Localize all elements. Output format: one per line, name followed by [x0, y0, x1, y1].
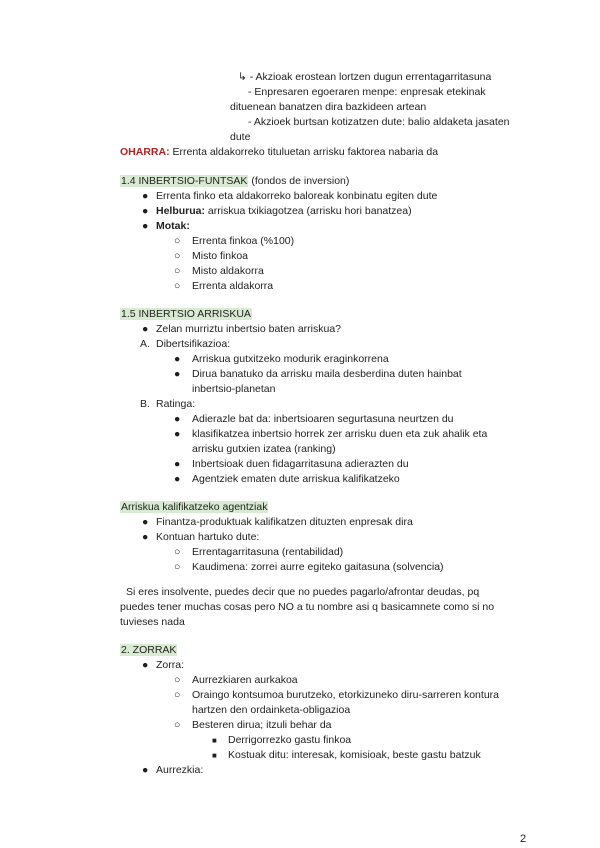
s14-bullet-3: Motak: — [156, 220, 190, 232]
note-text: Errenta aldakorreko tituluetan arrisku faktorea nabaria da — [169, 146, 439, 158]
s2-sub-2-line-2: hartzen den ordainketa-obligazioa — [192, 704, 351, 716]
circle-bullet-icon: ○ — [174, 674, 181, 686]
s14-bullet-2-label: Helburua: — [156, 205, 206, 217]
s15-b-item-2-line-2: arrisku gutxien izatea (ranking) — [192, 443, 336, 455]
bullet-dot-icon: ● — [142, 659, 149, 671]
s15-b-item-2-line-1: klasifikatzea inbertsio horrek zer arrisku duen eta zuk ahalik eta — [192, 428, 488, 440]
akzio-line-5: dute — [230, 131, 251, 143]
square-bullet-icon: ■ — [212, 736, 217, 745]
circle-bullet-icon: ○ — [174, 250, 181, 262]
bullet-dot-icon: ● — [142, 516, 149, 528]
akzio-line-2: - Enpresaren egoeraren menpe: enpresak etekinak — [248, 86, 486, 98]
circle-bullet-icon: ○ — [174, 546, 181, 558]
section-1-4-heading — [120, 174, 349, 189]
s14-bullet-1: Errenta finko eta aldakorreko baloreak konbinatu egiten dute — [156, 190, 438, 202]
s15-b-item-4: Agentziek ematen dute arriskua kalifikatzeko — [192, 473, 400, 485]
circle-bullet-icon: ○ — [174, 265, 181, 277]
para-line-2: puedes tener muchas cosas pero NO a tu nombre asi q basicamnete como si no — [120, 601, 495, 613]
bullet-dot-icon: ● — [174, 458, 181, 470]
bullet-dot-icon: ● — [142, 531, 149, 543]
s15-a-item-2-line-1: Dirua banatuko da arrisku maila desberdina duten hainbat — [192, 368, 462, 380]
s15-b-item-3: Inbertsioak duen fidagarritasuna adierazten du — [192, 458, 409, 470]
note-line — [120, 145, 438, 160]
type-item: Misto aldakorra — [192, 265, 264, 277]
bullet-dot-icon: ● — [142, 764, 149, 776]
bullet-dot-icon: ● — [174, 428, 181, 440]
s15-b-marker: B. — [140, 398, 150, 410]
para-line-3: tuvieses nada — [120, 616, 185, 628]
s2-sub-3: Besteren dirua; itzuli behar da — [192, 719, 332, 731]
agencies-sub-1: Errentagarritasuna (rentabilidad) — [192, 546, 344, 558]
s14-bullet-2 — [156, 204, 412, 219]
s2-sub-2-line-1: Oraingo kontsumoa burutzeko, etorkizuneko diru-sarreren kontura — [192, 689, 499, 701]
s15-b-label: Ratinga: — [156, 398, 196, 410]
circle-bullet-icon: ○ — [174, 235, 181, 247]
s15-question: Zelan murriztu inbertsio baten arriskua? — [156, 323, 342, 335]
s2-subsub-2: Kostuak ditu: interesak, komisioak, beste gastu batzuk — [228, 749, 481, 761]
bullet-dot-icon: ● — [174, 413, 181, 425]
agencies-heading — [120, 500, 268, 515]
s2-subsub-1: Derrigorrezko gastu finkoa — [228, 734, 352, 746]
akzio-line-1: ↳ - Akzioak erostean lortzen dugun errentagarritasuna — [238, 71, 492, 83]
s15-a-label: Dibertsifikazioa: — [156, 338, 231, 350]
bullet-dot-icon: ● — [174, 473, 181, 485]
section-1-4-title: 1.4 INBERTSIO-FUNTSAK — [121, 175, 248, 187]
s15-a-item-1: Arriskua gutxitzeko modurik eraginkorrena — [192, 353, 389, 365]
agencies-bullet-1: Finantza-produktuak kalifikatzen dituzten enpresak dira — [156, 516, 413, 528]
s14-bullet-2-text: arriskua txikiagotzea (arrisku hori banatzea) — [205, 205, 412, 217]
type-item: Errenta aldakorra — [192, 280, 274, 292]
bullet-dot-icon: ● — [142, 205, 149, 217]
type-item: Misto finkoa — [192, 250, 249, 262]
section-2-heading — [120, 643, 177, 658]
circle-bullet-icon: ○ — [174, 561, 181, 573]
agencies-sub-2: Kaudimena: zorrei aurre egiteko gaitasuna (solvencia) — [192, 561, 444, 573]
agencies-bullet-2: Kontuan hartuko dute: — [156, 531, 260, 543]
square-bullet-icon: ■ — [212, 751, 217, 760]
para-line-1: Si eres insolvente, puedes decir que no puedes pagarlo/afrontar deudas, pq — [126, 586, 480, 598]
bullet-dot-icon: ● — [174, 368, 181, 380]
s15-a-marker: A. — [140, 338, 150, 350]
section-1-5-title: 1.5 INBERTSIO ARRISKUA — [121, 308, 251, 320]
bullet-dot-icon: ● — [142, 220, 149, 232]
section-1-4-suffix: (fondos de inversion) — [248, 175, 350, 187]
agencies-title: Arriskua kalifikatzeko agentziak — [121, 501, 268, 513]
section-1-5-heading — [120, 307, 252, 322]
section-2-title: 2. ZORRAK — [121, 644, 177, 656]
type-item: Errenta finkoa (%100) — [192, 235, 295, 247]
bullet-dot-icon: ● — [142, 323, 149, 335]
s2-bullet-1: Zorra: — [156, 659, 185, 671]
circle-bullet-icon: ○ — [174, 689, 181, 701]
s2-bullet-2: Aurrezkia: — [156, 764, 204, 776]
bullet-dot-icon: ● — [174, 353, 181, 365]
page-number: 2 — [520, 833, 527, 845]
s2-sub-1: Aurrezkiaren aurkakoa — [192, 674, 298, 686]
circle-bullet-icon: ○ — [174, 719, 181, 731]
akzio-line-4: - Akzioek burtsan kotizatzen dute: balio aldaketa jasaten — [248, 116, 510, 128]
s15-b-item-1: Adierazle bat da: inbertsioaren segurtasuna neurtzen du — [192, 413, 454, 425]
circle-bullet-icon: ○ — [174, 280, 181, 292]
note-label: OHARRA: — [120, 146, 170, 158]
bullet-dot-icon: ● — [142, 190, 149, 202]
s15-a-item-2-line-2: inbertsio-planetan — [192, 383, 276, 395]
akzio-line-3: dituenean banatzen dira bazkideen artean — [230, 101, 427, 113]
